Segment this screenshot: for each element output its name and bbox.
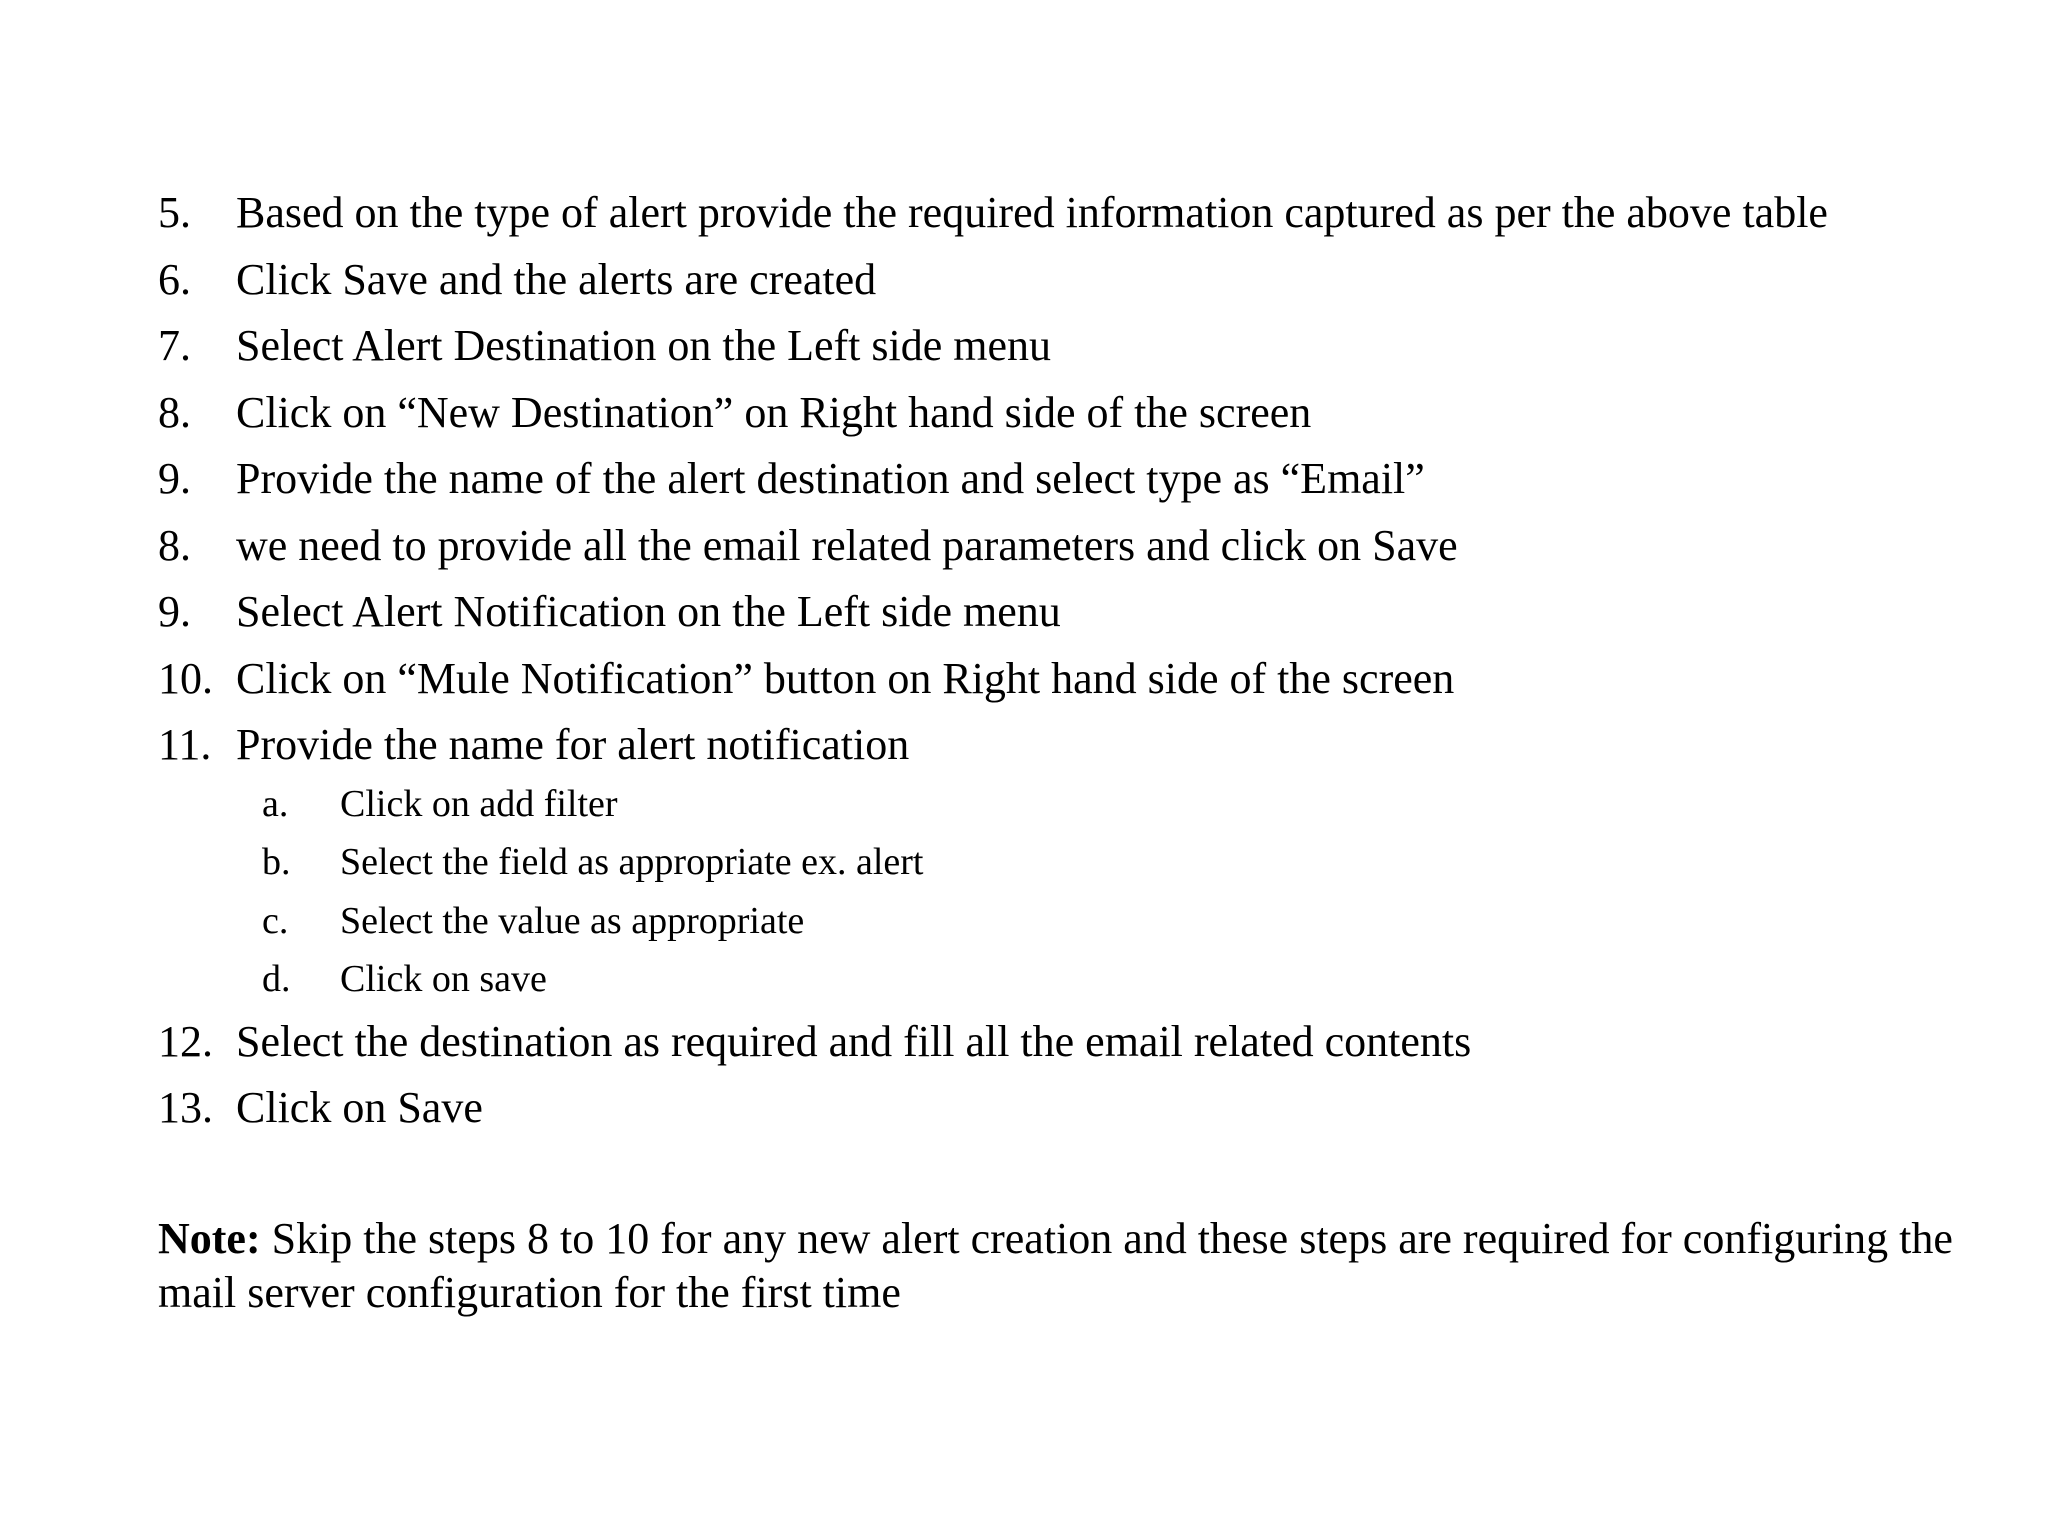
step-item (158, 712, 1998, 779)
substep-text: Select the value as appropriate (340, 899, 805, 942)
step-item (158, 579, 1998, 646)
step-text: Click on “New Destination” on Right hand side of the screen (236, 387, 1312, 437)
substep-text: Select the field as appropriate ex. alert (340, 841, 924, 883)
substep-text: Click on save (340, 958, 547, 1000)
step-text: Provide the name of the alert destination and select type as “Email” (236, 454, 1425, 503)
step-item (158, 646, 1998, 713)
substep-item (262, 775, 1998, 834)
step-number: 8. (158, 520, 191, 570)
note-label: Note: (158, 1214, 261, 1263)
step-number: 5. (158, 188, 191, 237)
step-number: 8. (158, 387, 191, 437)
step-item (158, 380, 1998, 447)
step-text: Click on “Mule Notification” button on Right hand side of the screen (236, 653, 1455, 703)
substep-letter: a. (262, 782, 289, 825)
substep-letter: c. (262, 899, 289, 942)
step-number: 13. (158, 1083, 213, 1132)
step-number: 12. (158, 1016, 213, 1066)
step-text: we need to provide all the email related parameters and click on Save (236, 520, 1458, 570)
substep-letter: b. (262, 841, 291, 883)
step-text: Select Alert Destination on the Left side menu (236, 321, 1052, 370)
step-number: 10. (158, 653, 213, 703)
step-item (158, 1075, 1998, 1142)
steps-list (158, 180, 1998, 1142)
step-text: Select the destination as required and fill all the email related contents (236, 1016, 1472, 1066)
step-number: 11. (158, 720, 212, 769)
step-text: Provide the name for alert notification (236, 720, 910, 769)
substep-item (262, 833, 1998, 892)
substeps-list (158, 775, 1998, 1009)
step-item (158, 313, 1998, 380)
step-item (158, 446, 1998, 513)
step-text: Click Save and the alerts are created (236, 254, 877, 304)
substep-item (262, 892, 1998, 951)
step-number: 6. (158, 254, 191, 304)
step-text: Click on Save (236, 1083, 483, 1132)
substeps-container (158, 775, 1998, 1009)
step-item (158, 1009, 1998, 1076)
step-item (158, 513, 1998, 580)
step-number: 9. (158, 587, 191, 636)
note-paragraph (158, 1212, 1978, 1320)
step-number: 7. (158, 321, 191, 370)
note-text: Skip the steps 8 to 10 for any new alert creation and these steps are required for configuring the mail server configuration for the first time (158, 1214, 1953, 1317)
substep-text: Click on add filter (340, 782, 618, 825)
step-number: 9. (158, 454, 191, 503)
step-item (158, 180, 1998, 247)
substep-letter: d. (262, 958, 291, 1000)
step-text: Based on the type of alert provide the required information captured as per the above table (236, 188, 1828, 237)
substep-item (262, 950, 1998, 1009)
step-item (158, 247, 1998, 314)
step-text: Select Alert Notification on the Left side menu (236, 587, 1061, 636)
